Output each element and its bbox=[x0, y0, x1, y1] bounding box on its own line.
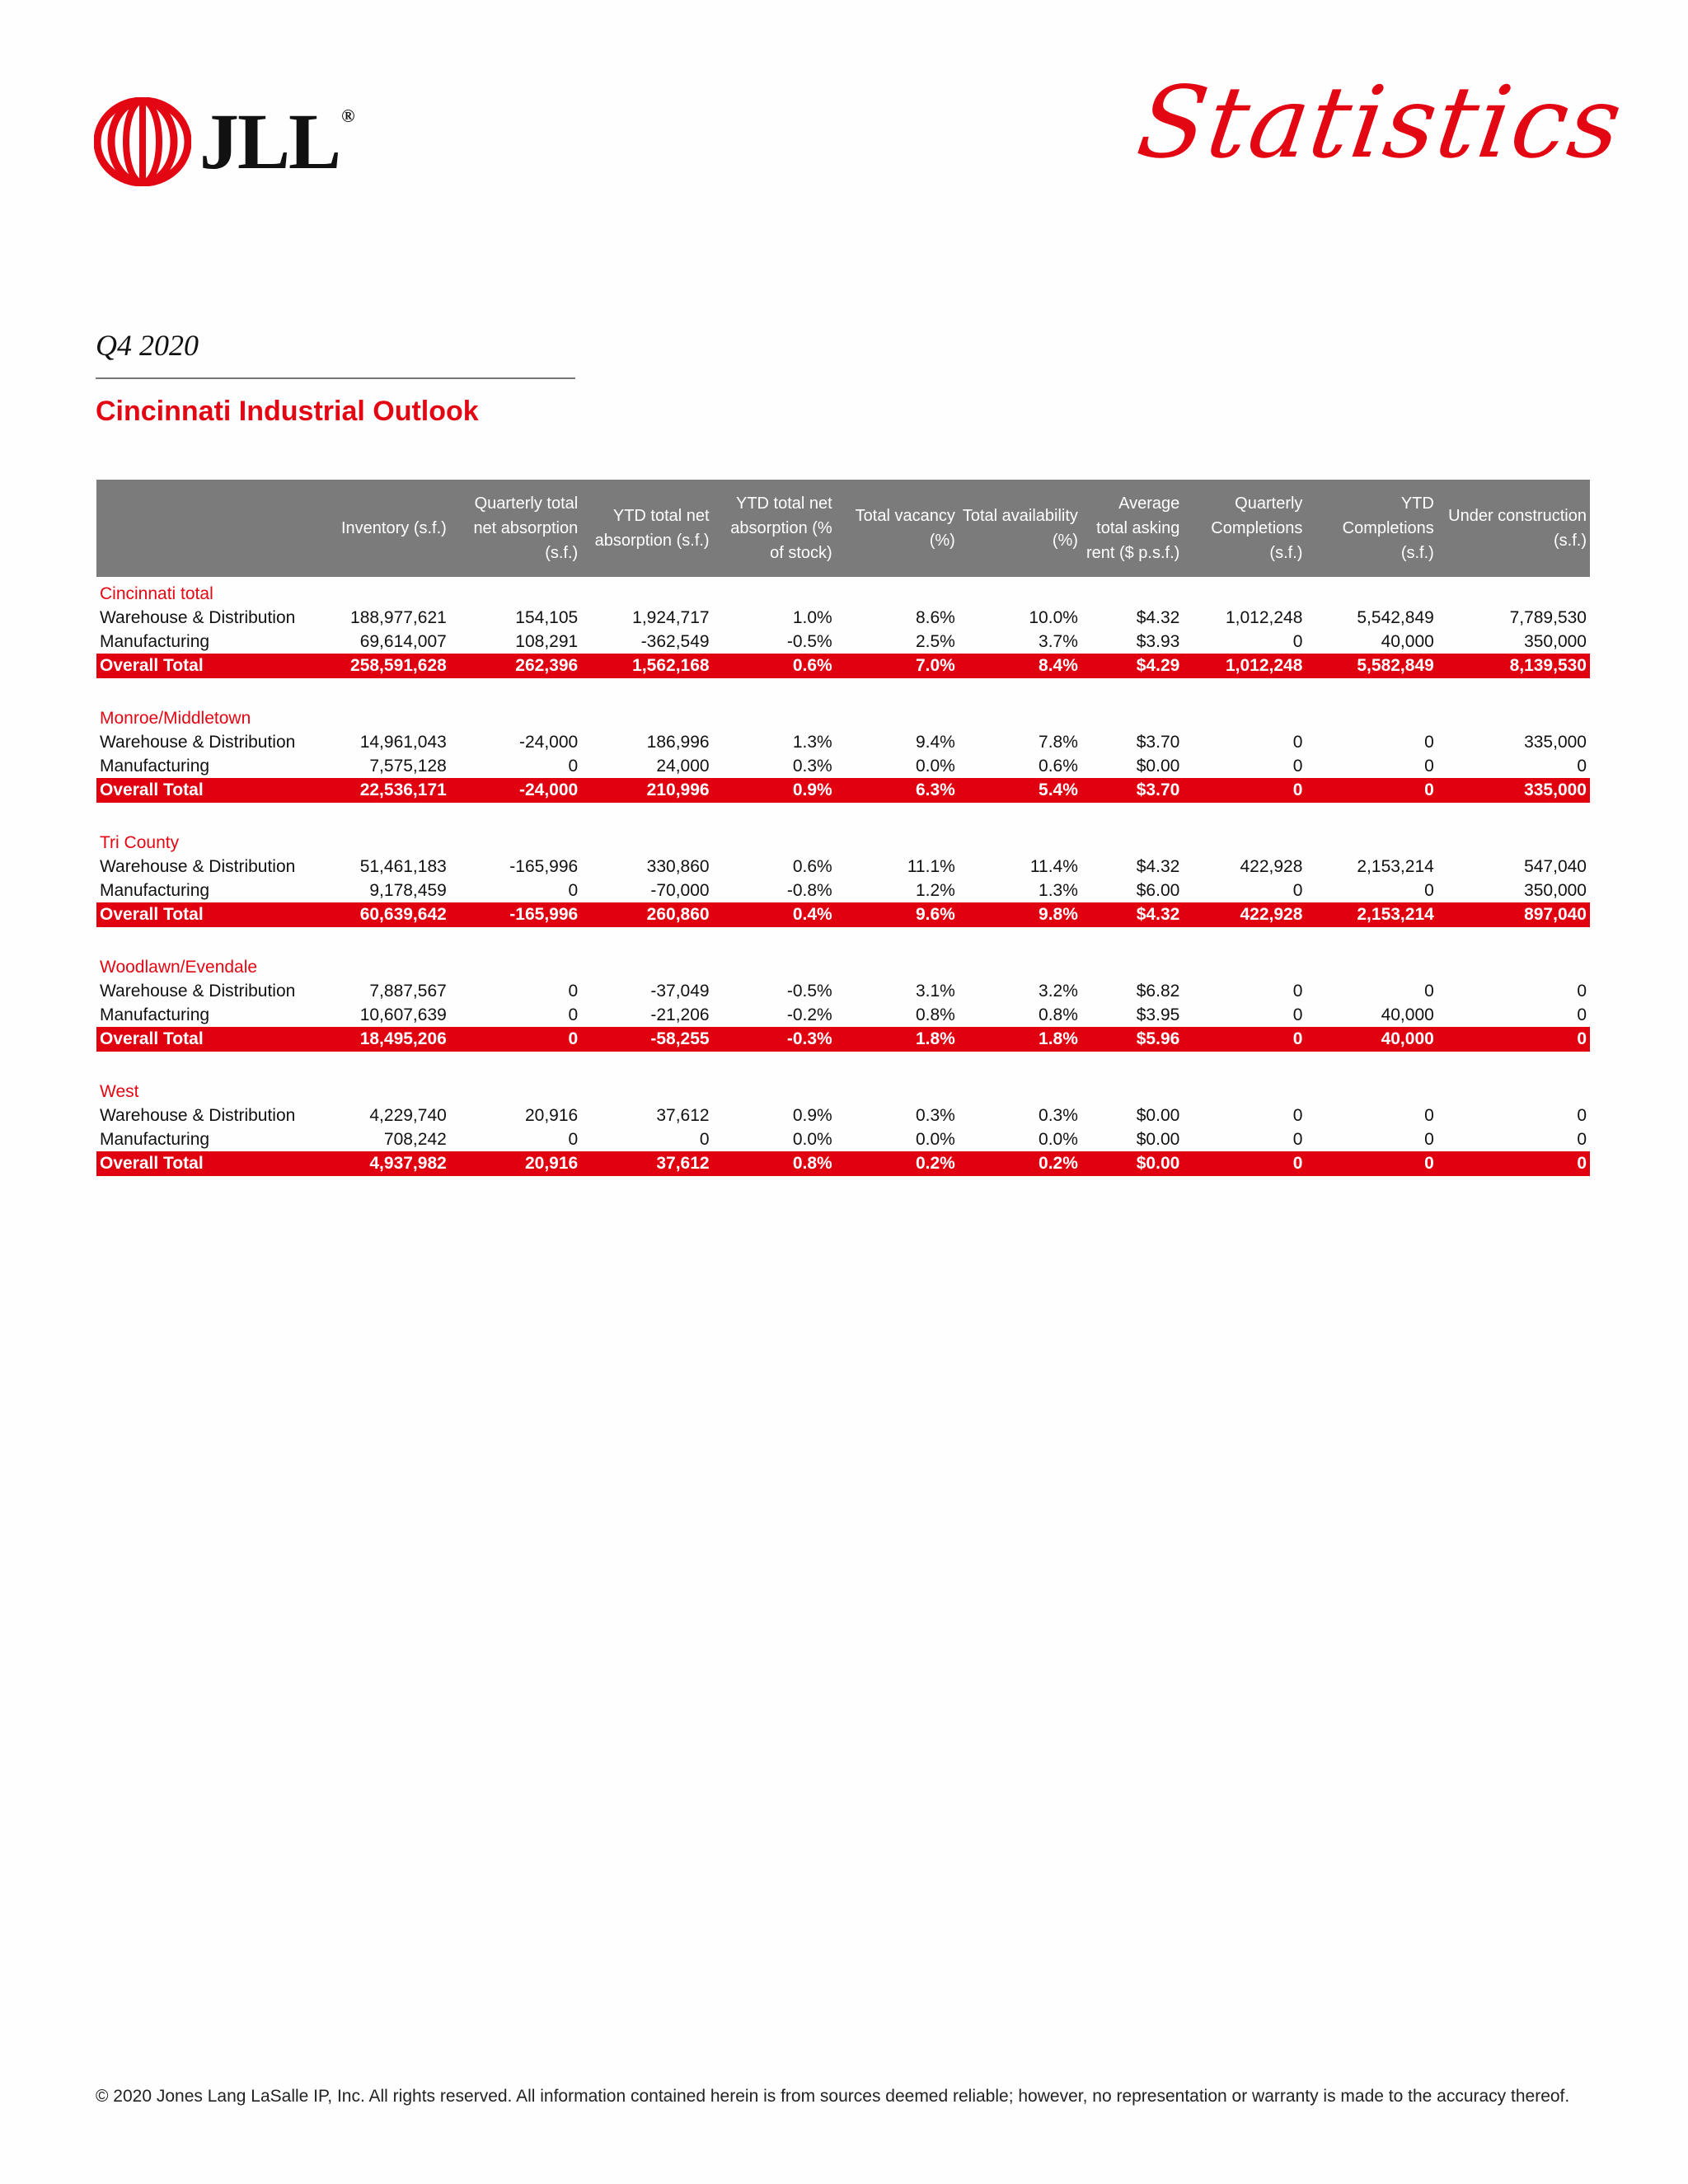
table-cell: 1,012,248 bbox=[1183, 654, 1306, 678]
spacer-row bbox=[96, 678, 1590, 701]
table-cell: Warehouse & Distribution bbox=[100, 856, 296, 876]
table-cell: 1.0% bbox=[792, 607, 832, 627]
column-header: Total availability (%) bbox=[959, 480, 1081, 577]
table-cell: Manufacturing bbox=[100, 756, 210, 776]
table-cell: $3.95 bbox=[1136, 1005, 1180, 1024]
table-cell: 0.6% bbox=[792, 856, 832, 876]
table-cell: 897,040 bbox=[1437, 902, 1590, 927]
table-cell: 0 bbox=[1437, 1027, 1590, 1052]
table-cell: 18,495,206 bbox=[318, 1027, 449, 1052]
spacer-row bbox=[96, 1052, 1590, 1075]
table-cell: 0 bbox=[1577, 756, 1587, 776]
table-cell: -58,255 bbox=[581, 1027, 712, 1052]
table-cell: -0.5% bbox=[786, 631, 832, 651]
table-cell: -165,996 bbox=[450, 902, 581, 927]
table-cell: Manufacturing bbox=[100, 1005, 210, 1024]
table-cell: 1.8% bbox=[959, 1027, 1081, 1052]
table-cell: 1,012,248 bbox=[1225, 607, 1303, 627]
table-cell: -70,000 bbox=[650, 880, 710, 900]
table-cell: 186,996 bbox=[646, 732, 710, 752]
table-cell: 7.0% bbox=[836, 654, 959, 678]
overall-total-row bbox=[96, 654, 1590, 678]
region-heading-row bbox=[96, 950, 1590, 979]
table-cell: -0.8% bbox=[786, 880, 832, 900]
table-cell: 547,040 bbox=[1524, 856, 1587, 876]
table-cell: 108,291 bbox=[515, 631, 579, 651]
table-cell: -21,206 bbox=[650, 1005, 710, 1024]
table-row bbox=[96, 754, 1590, 778]
table-cell: 37,612 bbox=[581, 1151, 712, 1176]
statistics-table bbox=[96, 480, 1590, 1176]
table-header-row bbox=[96, 480, 1590, 577]
table-cell: 1,924,717 bbox=[632, 607, 710, 627]
table-cell: 0.6% bbox=[713, 654, 836, 678]
table-cell: 3.1% bbox=[915, 981, 955, 1001]
table-cell: $4.29 bbox=[1081, 654, 1183, 678]
table-cell: 350,000 bbox=[1524, 631, 1587, 651]
table-cell: 0 bbox=[1183, 1027, 1306, 1052]
table-cell: 1.8% bbox=[836, 1027, 959, 1052]
overall-total-row bbox=[96, 1151, 1590, 1176]
table-cell: 154,105 bbox=[515, 607, 579, 627]
table-cell: 0.9% bbox=[792, 1105, 832, 1125]
table-cell: 24,000 bbox=[656, 756, 710, 776]
region-heading-row bbox=[96, 826, 1590, 855]
table-cell: -362,549 bbox=[640, 631, 710, 651]
table-row bbox=[96, 606, 1590, 630]
table-cell: 0 bbox=[568, 880, 579, 900]
table-cell: 0 bbox=[450, 1027, 581, 1052]
table-cell: 0.0% bbox=[915, 1129, 955, 1149]
overall-total-row bbox=[96, 778, 1590, 803]
table-cell: 2,153,214 bbox=[1306, 902, 1437, 927]
table-cell: 9.8% bbox=[959, 902, 1081, 927]
table-cell: 6.3% bbox=[836, 778, 959, 803]
table-cell: 0 bbox=[1577, 981, 1587, 1001]
column-header: Quarterly total net absorption (s.f.) bbox=[450, 480, 581, 577]
table-cell: 60,639,642 bbox=[318, 902, 449, 927]
table-cell: -165,996 bbox=[509, 856, 579, 876]
region-heading-row bbox=[96, 1075, 1590, 1104]
table-cell: 51,461,183 bbox=[359, 856, 447, 876]
table-cell: 0 bbox=[1292, 880, 1303, 900]
spacer-row bbox=[96, 927, 1590, 950]
table-cell: 3.2% bbox=[1039, 981, 1078, 1001]
table-cell: Overall Total bbox=[96, 778, 318, 803]
table-cell: 10.0% bbox=[1029, 607, 1078, 627]
table-cell: Overall Total bbox=[96, 1027, 318, 1052]
table-cell: 4,937,982 bbox=[318, 1151, 449, 1176]
column-header: Inventory (s.f.) bbox=[318, 480, 449, 577]
region-name: Woodlawn/Evendale bbox=[100, 957, 258, 977]
table-cell: Manufacturing bbox=[100, 880, 210, 900]
table-cell: 40,000 bbox=[1381, 1005, 1434, 1024]
table-cell: 0 bbox=[1183, 778, 1306, 803]
divider bbox=[96, 377, 575, 379]
table-cell: 0 bbox=[1424, 981, 1434, 1001]
table-cell: -0.5% bbox=[786, 981, 832, 1001]
table-cell: 14,961,043 bbox=[359, 732, 447, 752]
table-cell: 1.3% bbox=[792, 732, 832, 752]
table-cell: 1.2% bbox=[915, 880, 955, 900]
table-row bbox=[96, 1127, 1590, 1151]
table-cell: 69,614,007 bbox=[359, 631, 447, 651]
region-heading-row bbox=[96, 701, 1590, 730]
region-name: Tri County bbox=[100, 832, 180, 852]
table-cell: 40,000 bbox=[1381, 631, 1434, 651]
region-name: Monroe/Middletown bbox=[100, 708, 251, 728]
table-cell: -0.3% bbox=[713, 1027, 836, 1052]
table-cell: 0 bbox=[1306, 778, 1437, 803]
table-cell: 0.8% bbox=[915, 1005, 955, 1024]
table-cell: 40,000 bbox=[1306, 1027, 1437, 1052]
table-cell: 335,000 bbox=[1524, 732, 1587, 752]
table-cell: 0 bbox=[1424, 1105, 1434, 1125]
table-cell: 2,153,214 bbox=[1357, 856, 1434, 876]
overall-total-row bbox=[96, 902, 1590, 927]
table-cell: 8,139,530 bbox=[1437, 654, 1590, 678]
table-cell: 0 bbox=[568, 756, 579, 776]
table-cell: 0.0% bbox=[915, 756, 955, 776]
table-cell: 0.2% bbox=[959, 1151, 1081, 1176]
table-cell: 260,860 bbox=[581, 902, 712, 927]
table-cell: 7,575,128 bbox=[369, 756, 447, 776]
table-cell: 422,928 bbox=[1240, 856, 1303, 876]
region-name: Cincinnati total bbox=[100, 583, 213, 603]
table-cell: Warehouse & Distribution bbox=[100, 981, 296, 1001]
table-cell: 7.8% bbox=[1039, 732, 1078, 752]
table-cell: 0.8% bbox=[1039, 1005, 1078, 1024]
table-cell: 0 bbox=[1424, 732, 1434, 752]
table-cell: 210,996 bbox=[581, 778, 712, 803]
table-cell: 1.3% bbox=[1039, 880, 1078, 900]
table-cell: 0 bbox=[1183, 1151, 1306, 1176]
page-title: Cincinnati Industrial Outlook bbox=[96, 396, 479, 427]
table-cell: 11.4% bbox=[1029, 856, 1078, 876]
table-cell: 0 bbox=[1292, 1129, 1303, 1149]
table-cell: Warehouse & Distribution bbox=[100, 732, 296, 752]
table-cell: Manufacturing bbox=[100, 1129, 210, 1149]
table-cell: 0 bbox=[568, 1129, 579, 1149]
table-cell: 0 bbox=[1437, 1151, 1590, 1176]
table-cell: 20,916 bbox=[450, 1151, 581, 1176]
column-header: Under construction (s.f.) bbox=[1437, 480, 1590, 577]
table-cell: 330,860 bbox=[646, 856, 710, 876]
table-cell: 0.6% bbox=[1039, 756, 1078, 776]
statistics-title: Statistics bbox=[1131, 66, 1630, 180]
table-cell: $6.82 bbox=[1136, 981, 1180, 1001]
table-cell: 5,542,849 bbox=[1357, 607, 1434, 627]
jll-logo bbox=[94, 97, 354, 186]
table-cell: 0.2% bbox=[836, 1151, 959, 1176]
table-row bbox=[96, 855, 1590, 879]
table-cell: -37,049 bbox=[650, 981, 710, 1001]
table-cell: 0 bbox=[1424, 880, 1434, 900]
table-cell: 258,591,628 bbox=[318, 654, 449, 678]
table-row bbox=[96, 630, 1590, 654]
table-cell: 0 bbox=[1292, 732, 1303, 752]
table-cell: $4.32 bbox=[1136, 607, 1180, 627]
table-cell: 0 bbox=[1577, 1129, 1587, 1149]
table-cell: 0 bbox=[1577, 1005, 1587, 1024]
table-cell: 9.4% bbox=[915, 732, 955, 752]
column-header: Quarterly Completions (s.f.) bbox=[1183, 480, 1306, 577]
table-cell: Warehouse & Distribution bbox=[100, 1105, 296, 1125]
table-cell: 0.0% bbox=[792, 1129, 832, 1149]
table-cell: -24,000 bbox=[518, 732, 579, 752]
table-cell: 9,178,459 bbox=[369, 880, 447, 900]
table-cell: 188,977,621 bbox=[350, 607, 447, 627]
table-cell: Overall Total bbox=[96, 1151, 318, 1176]
table-cell: $3.70 bbox=[1081, 778, 1183, 803]
table-cell: Overall Total bbox=[96, 902, 318, 927]
column-header: YTD total net absorption (s.f.) bbox=[581, 480, 712, 577]
table-cell: 0.9% bbox=[713, 778, 836, 803]
table-cell: Manufacturing bbox=[100, 631, 210, 651]
table-cell: 5.4% bbox=[959, 778, 1081, 803]
copyright-footer: © 2020 Jones Lang LaSalle IP, Inc. All rights reserved. All information contained herein is from sources deemed reliable; however, no representation or warranty is made to the accuracy thereof. bbox=[96, 2087, 1570, 2106]
table-cell: 350,000 bbox=[1524, 880, 1587, 900]
table-cell: 7,789,530 bbox=[1509, 607, 1587, 627]
table-cell: 3.7% bbox=[1039, 631, 1078, 651]
table-cell: 0 bbox=[1424, 1129, 1434, 1149]
column-header bbox=[96, 480, 318, 577]
table-cell: 0.3% bbox=[1039, 1105, 1078, 1125]
table-row bbox=[96, 1104, 1590, 1127]
table-cell: 0 bbox=[1424, 756, 1434, 776]
table-cell: $4.32 bbox=[1136, 856, 1180, 876]
table-cell: $3.70 bbox=[1136, 732, 1180, 752]
table-cell: 0 bbox=[1306, 1151, 1437, 1176]
table-row bbox=[96, 1003, 1590, 1027]
jll-logo-icon bbox=[94, 97, 191, 186]
table-cell: $0.00 bbox=[1136, 756, 1180, 776]
table-cell: 0.4% bbox=[713, 902, 836, 927]
quarter-label: Q4 2020 bbox=[96, 329, 199, 362]
table-cell: 335,000 bbox=[1437, 778, 1590, 803]
table-cell: 0.0% bbox=[1039, 1129, 1078, 1149]
table-cell: 11.1% bbox=[907, 856, 955, 876]
table-cell: 8.6% bbox=[915, 607, 955, 627]
table-cell: $0.00 bbox=[1136, 1105, 1180, 1125]
column-header: Total vacancy (%) bbox=[836, 480, 959, 577]
table-cell: 0 bbox=[568, 981, 579, 1001]
table-cell: 0 bbox=[1577, 1105, 1587, 1125]
table-cell: 4,229,740 bbox=[369, 1105, 447, 1125]
table-cell: 8.4% bbox=[959, 654, 1081, 678]
table-cell: $4.32 bbox=[1081, 902, 1183, 927]
table-cell: $0.00 bbox=[1081, 1151, 1183, 1176]
table-cell: 0 bbox=[1292, 631, 1303, 651]
region-name: West bbox=[100, 1081, 139, 1101]
table-cell: 2.5% bbox=[915, 631, 955, 651]
table-cell: -24,000 bbox=[450, 778, 581, 803]
table-cell: 9.6% bbox=[836, 902, 959, 927]
table-cell: Warehouse & Distribution bbox=[100, 607, 296, 627]
column-header: YTD Completions (s.f.) bbox=[1306, 480, 1437, 577]
table-cell: 0 bbox=[568, 1005, 579, 1024]
table-cell: 0.3% bbox=[915, 1105, 955, 1125]
table-cell: 0.8% bbox=[713, 1151, 836, 1176]
table-cell: 708,242 bbox=[383, 1129, 447, 1149]
table-cell: -0.2% bbox=[786, 1005, 832, 1024]
table-cell: 262,396 bbox=[450, 654, 581, 678]
table-cell: 7,887,567 bbox=[369, 981, 447, 1001]
table-cell: $6.00 bbox=[1136, 880, 1180, 900]
column-header: Average total asking rent ($ p.s.f.) bbox=[1081, 480, 1183, 577]
table-cell: 20,916 bbox=[524, 1105, 579, 1125]
table-cell: 0 bbox=[1292, 1105, 1303, 1125]
table-row bbox=[96, 730, 1590, 754]
table-cell: 1,562,168 bbox=[581, 654, 712, 678]
table-cell: Overall Total bbox=[96, 654, 318, 678]
table-cell: 0.3% bbox=[792, 756, 832, 776]
column-header: YTD total net absorption (% of stock) bbox=[713, 480, 836, 577]
jll-wordmark: JLL® bbox=[199, 97, 354, 185]
table-row bbox=[96, 979, 1590, 1003]
table-cell: 10,607,639 bbox=[359, 1005, 447, 1024]
table-cell: $5.96 bbox=[1081, 1027, 1183, 1052]
spacer-row bbox=[96, 803, 1590, 826]
table-cell: 422,928 bbox=[1183, 902, 1306, 927]
table-cell: 0 bbox=[1292, 981, 1303, 1001]
table-row bbox=[96, 879, 1590, 902]
table-cell: 22,536,171 bbox=[318, 778, 449, 803]
table-cell: 37,612 bbox=[656, 1105, 710, 1125]
table-cell: 0 bbox=[1292, 756, 1303, 776]
table-cell: $3.93 bbox=[1136, 631, 1180, 651]
table-cell: 5,582,849 bbox=[1306, 654, 1437, 678]
table-cell: $0.00 bbox=[1136, 1129, 1180, 1149]
region-heading-row bbox=[96, 577, 1590, 606]
table-cell: 0 bbox=[1292, 1005, 1303, 1024]
table-cell: 0 bbox=[699, 1129, 710, 1149]
overall-total-row bbox=[96, 1027, 1590, 1052]
